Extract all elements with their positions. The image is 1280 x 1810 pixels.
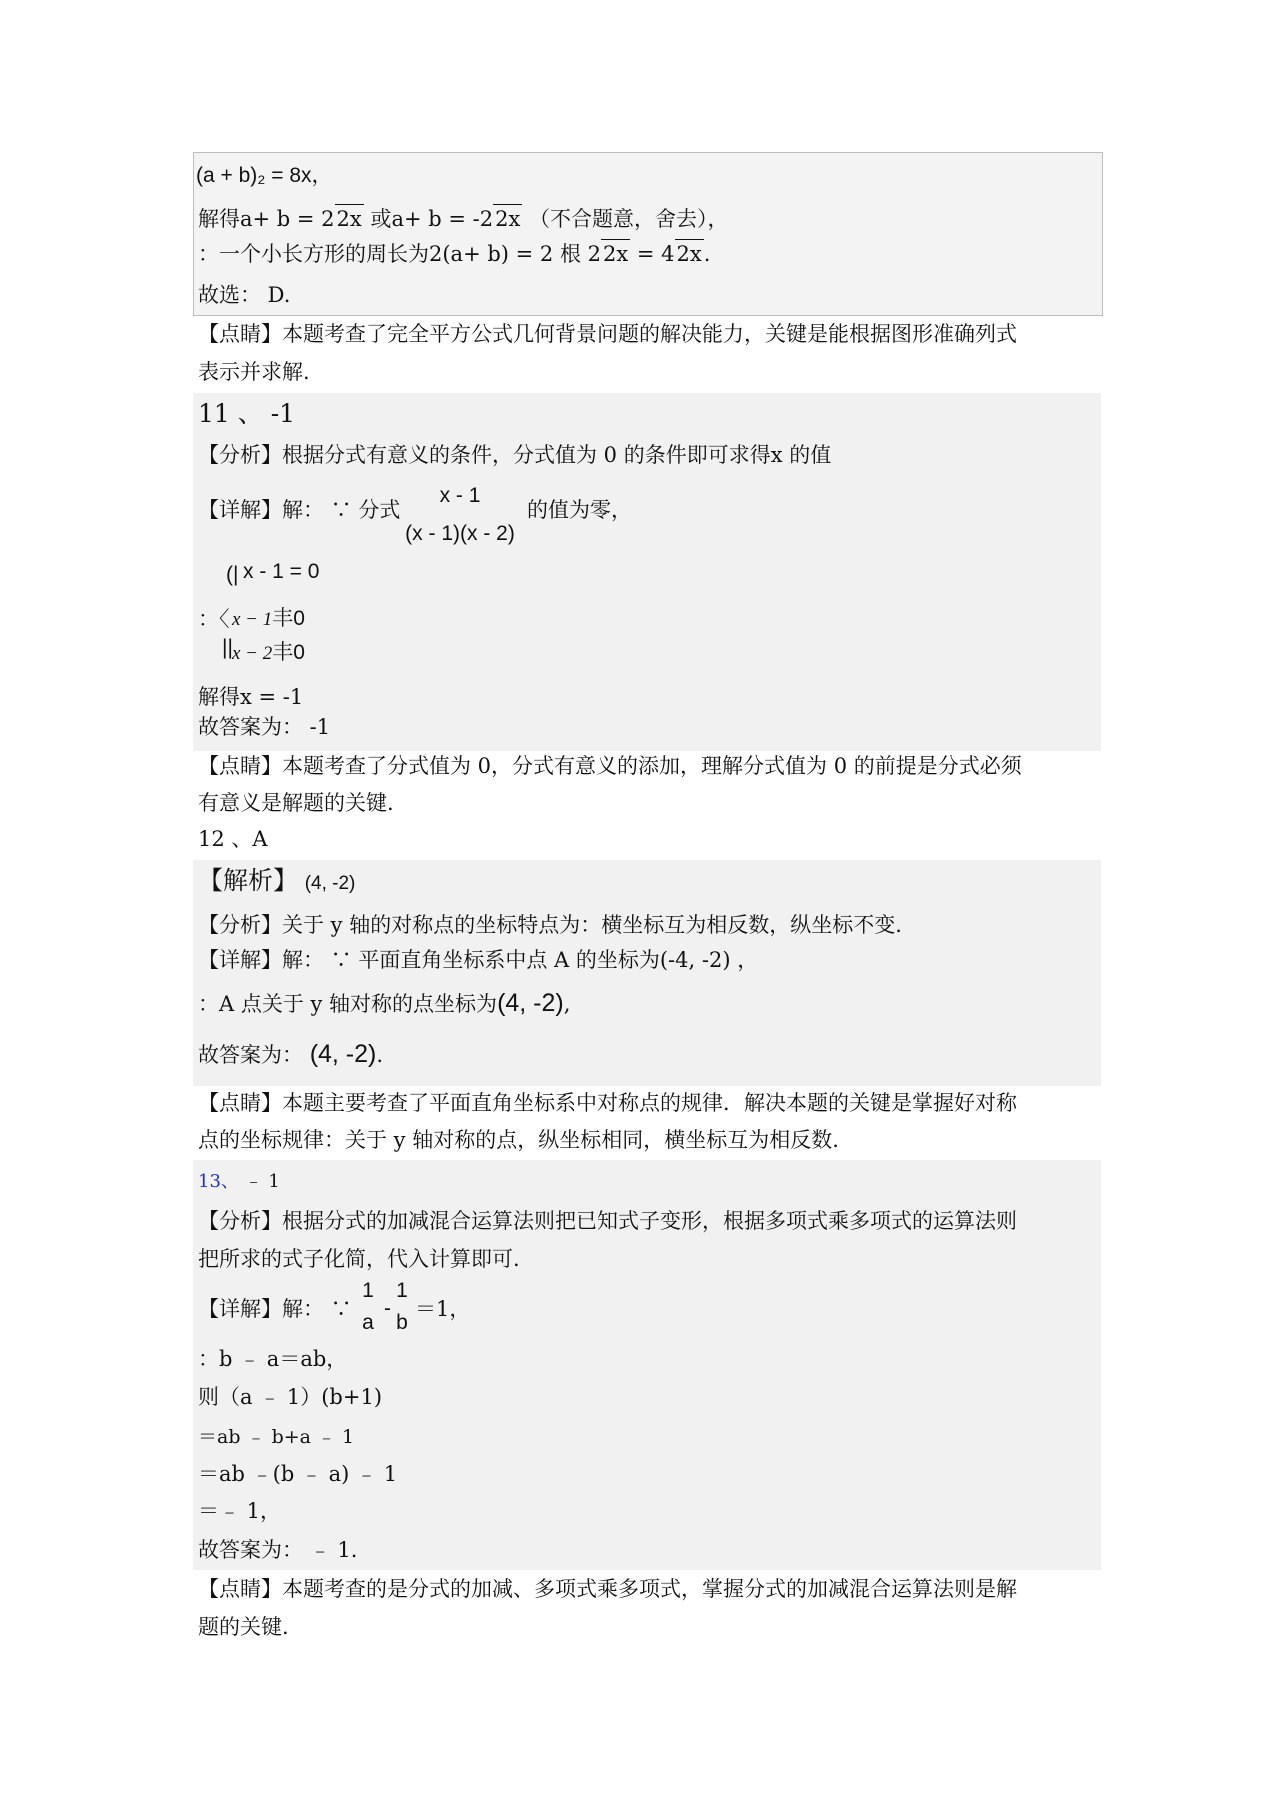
q11-system-eq1: x - 1 = 0 [243,560,320,583]
q13-minus: - [384,1297,391,1320]
q10-comment-l2: 表示并求解. [198,360,310,384]
q13-fraction-1-numerator: 1 [362,1279,374,1302]
q10-choice: 故选： D. [198,283,291,307]
q11-solve: 解得x = -1 [198,685,304,709]
q11-system-brace: ：〈 [198,608,230,631]
q12-detail: 【详解】解： ∵ 平面直角坐标系中点 A 的坐标为(-4, -2) ， [198,948,759,972]
q13-analysis-l1: 【分析】根据分式的加减混合运算法则把已知式子变形，根据多项式乘多项式的运算法则 [198,1209,1017,1233]
q13-step4: ＝ab ﹣(b ﹣ a) ﹣ 1 [198,1462,398,1486]
q11-analysis: 【分析】根据分式有意义的条件，分式值为 0 的条件即可求得x 的值 [198,443,832,467]
q12-comment-l1: 【点睛】本题主要考查了平面直角坐标系中对称点的规律．解决本题的关键是掌握好对称 [198,1091,1017,1115]
q11-fraction-denominator: (x - 1)(x - 2) [405,522,515,545]
q12-heading: 12 、A [198,827,268,851]
q11-detail-prefix: 【详解】解： ∵ 分式 [198,498,401,522]
q11-system-eq2: x − 1丰0 [232,607,305,630]
q13-fraction-2-denominator: b [396,1311,408,1334]
q13-fraction-2-numerator: 1 [396,1279,408,1302]
q12-analysis: 【分析】关于 y 轴的对称点的坐标特点为：横坐标互为相反数，纵坐标不变. [198,913,902,937]
q13-heading: 13、 ﹣ 1 [198,1171,280,1192]
q13-step3: ＝ab ﹣ b+a ﹣ 1 [198,1426,355,1448]
q10-line2: 解得a+ b = 22x 或a+ b = -22x （不合题意，舍去）， [198,204,728,233]
q12-symmetric-point: ：A 点关于 y 轴对称的点坐标为(4, -2), [198,989,571,1017]
q11-comment-l1: 【点睛】本题考查了分式值为 0，分式有意义的添加，理解分式值为 0 的前提是分式必须 [198,754,1022,778]
q12-comment-l2: 点的坐标规律：关于 y 轴对称的点，纵坐标相同，横坐标互为相反数. [198,1128,839,1152]
q13-step5: ＝﹣ 1， [198,1499,282,1523]
q13-comment-l1: 【点睛】本题考查的是分式的加减、多项式乘多项式，掌握分式的加减混合运算法则是解 [198,1577,1017,1601]
q13-fraction-1-denominator: a [362,1311,374,1334]
q10-comment-l1: 【点睛】本题考查了完全平方公式几何背景问题的解决能力，关键是能根据图形准确列式 [198,322,1017,346]
q12-answer: 故答案为： (4, -2). [198,1040,384,1068]
q13-comment-l2: 题的关键. [198,1615,289,1639]
q10-line3: ：一个小长方形的周长为2(a+ b) = 2 根 22x = 42x. [198,239,710,268]
q11-answer: 故答案为： -1 [198,715,331,739]
q12-jiexi: 【解析】 (4, -2) [198,866,356,895]
q13-fraction-2 [392,1279,412,1335]
q11-comment-l2: 有意义是解题的关键. [198,791,394,815]
q11-fraction [405,484,515,546]
q11-detail-suffix: 的值为零， [527,498,632,522]
q11-heading: 11 、 -1 [198,399,296,428]
q11-system-brace-top: (| [226,563,239,586]
q13-fraction-1 [358,1279,378,1335]
q13-detail-prefix: 【详解】解： ∵ [198,1297,352,1321]
q13-detail-suffix: ＝1， [415,1297,471,1321]
q13-analysis-l2: 把所求的式子化简，代入计算即可. [198,1247,520,1271]
q11-fraction-numerator: x - 1 [439,484,481,507]
q10-line1: (a + b)₂ = 8x， [196,164,333,187]
q13-step1: ：b ﹣ a＝ab， [198,1347,348,1371]
q11-system-brace-bottom: || [222,636,233,659]
q13-answer: 故答案为： ﹣ 1. [198,1538,358,1562]
q11-system-eq3: x − 2丰0 [232,641,305,664]
q13-step2: 则（a ﹣ 1）(b+1) [198,1385,383,1409]
